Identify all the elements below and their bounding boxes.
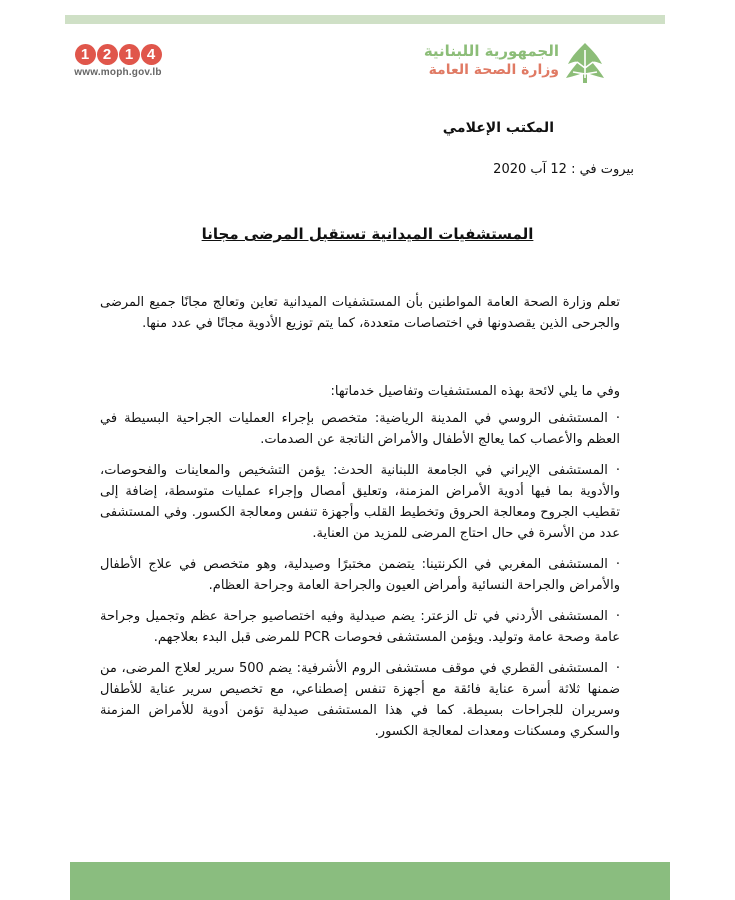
list-item — [100, 460, 620, 544]
list-item — [100, 606, 620, 648]
list-intro: وفي ما يلي لائحة بهذه المستشفيات وتفاصيل خدماتها: — [330, 384, 620, 399]
hospital-list — [100, 408, 620, 752]
letter-title-text: المستشفيات الميدانية تستقبل المرضى مجانا — [201, 225, 534, 243]
list-item — [100, 408, 620, 450]
ministry-line1: الجمهورية اللبنانية — [423, 42, 559, 60]
hotline-number — [68, 44, 168, 65]
list-item-text: المستشفى القطري في موقف مستشفى الروم الأشرفية: يضم 500 سرير لعلاج المرضى، من ضمنها ثلاثة أسرة عناية فائقة مع أجهزة تنفس إصطناعي، مع تخصيص سرير عناية للأطفال وسريران للجراحات بسيطة. كما في هذا المستشفى صيدلية تؤمن أدوية للأمراض المزمنة والسكري ومسكنات ومعدات لمعالجة الكسور. — [100, 661, 620, 739]
list-item-text: المستشفى الروسي في المدينة الرياضية: متخصص بإجراء العمليات الجراحية البسيطة في العظم والأعصاب كما يعالج الأطفال والأمراض الناتجة عن الصدمات. — [100, 411, 620, 447]
list-item — [100, 658, 620, 742]
cedar-icon — [563, 40, 607, 86]
hotline-digit: 1 — [75, 44, 96, 65]
list-item-text: المستشفى المغربي في الكرنتينا: يتضمن مختبرًا وصيدلية، وهو متخصص في علاج الأطفال والأمراض والجراحة النسائية وأمراض العيون والجراحة العامة وجراحة العظام. — [100, 557, 620, 593]
website-url: www.moph.gov.lb — [74, 67, 162, 78]
bullet-icon: · — [615, 463, 620, 478]
hotline-digit: 4 — [141, 44, 162, 65]
bullet-icon: · — [615, 557, 620, 572]
header-divider-bar — [65, 15, 665, 24]
bullet-icon: · — [615, 609, 620, 624]
list-item-text: المستشفى الإيراني في الجامعة اللبنانية الحدث: يؤمن التشخيص والمعاينات والفحوصات، والأدوية بما فيها أدوية الأمراض المزمنة، وتعليق أمصال وإجراء عمليات متوسطة، إضافة إلى تقطيب الجروح ومعالجة الحروق وتخطيط القلب وأجهزة تنفس ومعالجة الكسور. وفي المستشفى عدد من الأسرة في حال احتاج المرضى للمزيد من العناية. — [100, 463, 620, 541]
letter-title — [0, 225, 735, 243]
hotline-digit: 1 — [119, 44, 140, 65]
ministry-line2: وزارة الصحة العامة — [428, 62, 559, 78]
ministry-name — [424, 42, 559, 78]
list-item-text: المستشفى الأردني في تل الزعتر: يضم صيدلية وفيه اختصاصيو جراحة عظم وتجميل وجراحة عامة وصحة عامة وتوليد. ويؤمن المستشفى فحوصات PCR للمرضى قبل البدء بعلاجهم. — [100, 609, 620, 645]
intro-paragraph: تعلم وزارة الصحة العامة المواطنين بأن المستشفيات الميدانية تعاين وتعالج مجانًا جميع المرضى والجرحى الذين يقصدونها في اختصاصات متعددة، كما يتم توزيع الأدوية مجانًا في عدد منها. — [100, 295, 620, 331]
media-office-heading: المكتب الإعلامي — [442, 120, 554, 136]
list-item — [100, 554, 620, 596]
bullet-icon: · — [615, 411, 620, 426]
bullet-icon: · — [615, 661, 620, 676]
hotline-digit: 2 — [97, 44, 118, 65]
ministry-logo — [407, 40, 607, 90]
footer-bar — [70, 862, 670, 900]
letter-date: بيروت في : 12 آب 2020 — [493, 162, 634, 177]
hotline-logo — [68, 44, 168, 78]
